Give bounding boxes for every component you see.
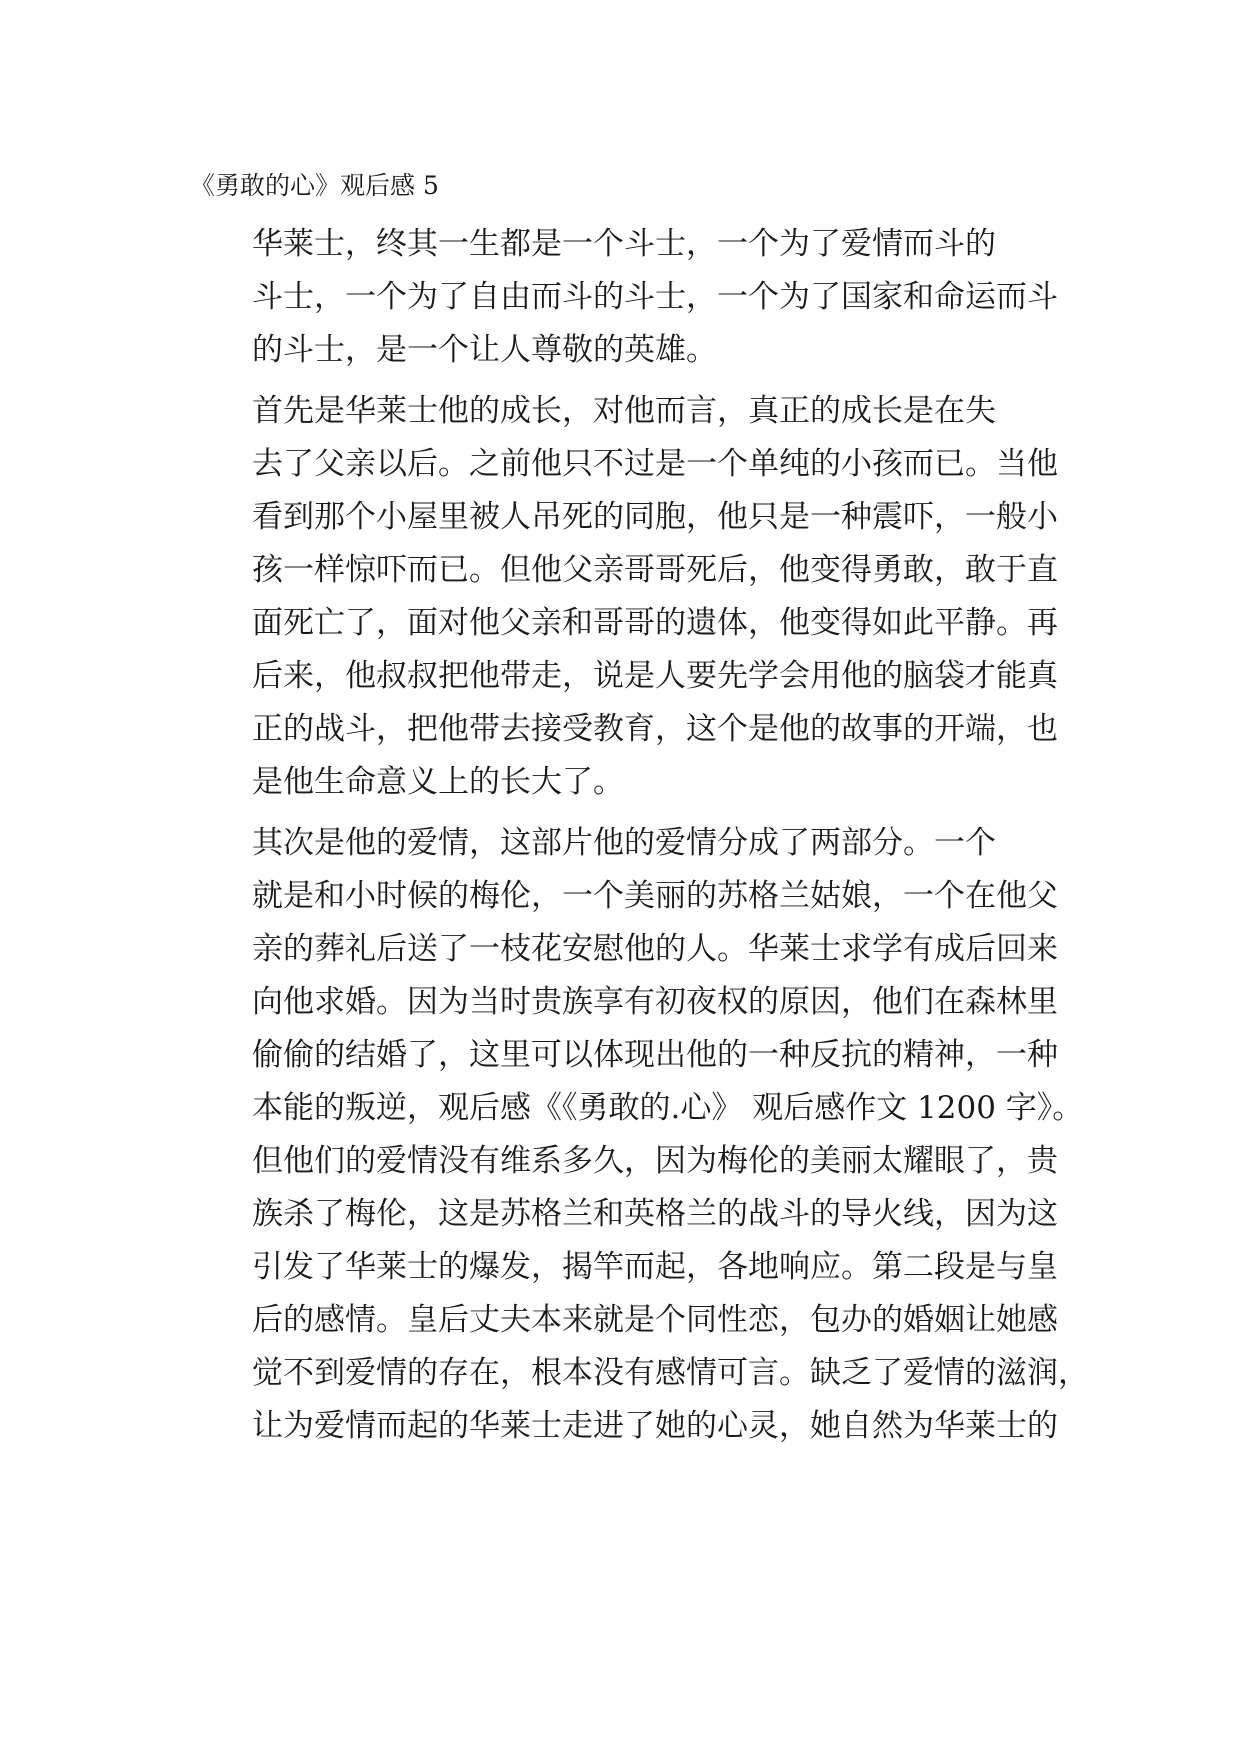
paragraph-line: 面死亡了，面对他父亲和哥哥的遗体，他变得如此平静。再 xyxy=(252,605,1058,641)
paragraph-line: 首先是华莱士他的成长，对他而言，真正的成长是在失 xyxy=(252,393,996,429)
paragraph-line: 斗士，一个为了自由而斗的斗士，一个为了国家和命运而斗 xyxy=(252,279,1058,315)
paragraph-line: 引发了华莱士的爆发，揭竿而起，各地响应。第二段是与皇 xyxy=(252,1249,1058,1285)
paragraph-line: 华莱士，终其一生都是一个斗士，一个为了爱情而斗的 xyxy=(252,226,996,262)
paragraph-line: 其次是他的爱情，这部片他的爱情分成了两部分。一个 xyxy=(252,825,996,861)
paragraph-line: 让为爱情而起的华莱士走进了她的心灵，她自然为华莱士的 xyxy=(252,1408,1058,1444)
paragraph-1 xyxy=(190,218,1058,377)
paragraph-line: 后的感情。皇后丈夫本来就是个同性恋，包办的婚姻让她感 xyxy=(252,1302,1058,1338)
paragraph-2 xyxy=(190,385,1058,809)
paragraph-line: 族杀了梅伦，这是苏格兰和英格兰的战斗的导火线，因为这 xyxy=(252,1196,1058,1232)
document-body xyxy=(190,218,1089,1461)
paragraph-line: 看到那个小屋里被人吊死的同胞，他只是一种震吓，一般小 xyxy=(252,499,1058,535)
paragraph-line: 偷偷的结婚了，这里可以体现出他的一种反抗的精神，一种 xyxy=(252,1037,1058,1073)
paragraph-line: 本能的叛逆，观后感《《勇敢的.心》 观后感作文 1200 字》。 xyxy=(252,1090,1084,1126)
paragraph-line: 但他们的爱情没有维系多久，因为梅伦的美丽太耀眼了，贵 xyxy=(252,1143,1058,1179)
paragraph-line: 孩一样惊吓而已。但他父亲哥哥死后，他变得勇敢，敢于直 xyxy=(252,552,1058,588)
paragraph-line: 的斗士，是一个让人尊敬的英雄。 xyxy=(252,332,717,368)
paragraph-line: 向他求婚。因为当时贵族享有初夜权的原因，他们在森林里 xyxy=(252,984,1058,1020)
paragraph-line: 正的战斗，把他带去接受教育，这个是他的故事的开端，也 xyxy=(252,711,1058,747)
paragraph-line: 后来，他叔叔把他带走，说是人要先学会用他的脑袋才能真 xyxy=(252,658,1058,694)
paragraph-line: 亲的葬礼后送了一枝花安慰他的人。华莱士求学有成后回来 xyxy=(252,931,1058,967)
document-title: 《勇敢的心》观后感 5 xyxy=(190,171,439,200)
paragraph-line: 是他生命意义上的长大了。 xyxy=(252,764,624,800)
paragraph-line: 就是和小时候的梅伦，一个美丽的苏格兰姑娘，一个在他父 xyxy=(252,878,1058,914)
paragraph-3 xyxy=(190,817,1089,1453)
paragraph-line: 去了父亲以后。之前他只不过是一个单纯的小孩而已。当他 xyxy=(252,446,1058,482)
paragraph-line: 觉不到爱情的存在，根本没有感情可言。缺乏了爱情的滋润， xyxy=(252,1355,1089,1391)
